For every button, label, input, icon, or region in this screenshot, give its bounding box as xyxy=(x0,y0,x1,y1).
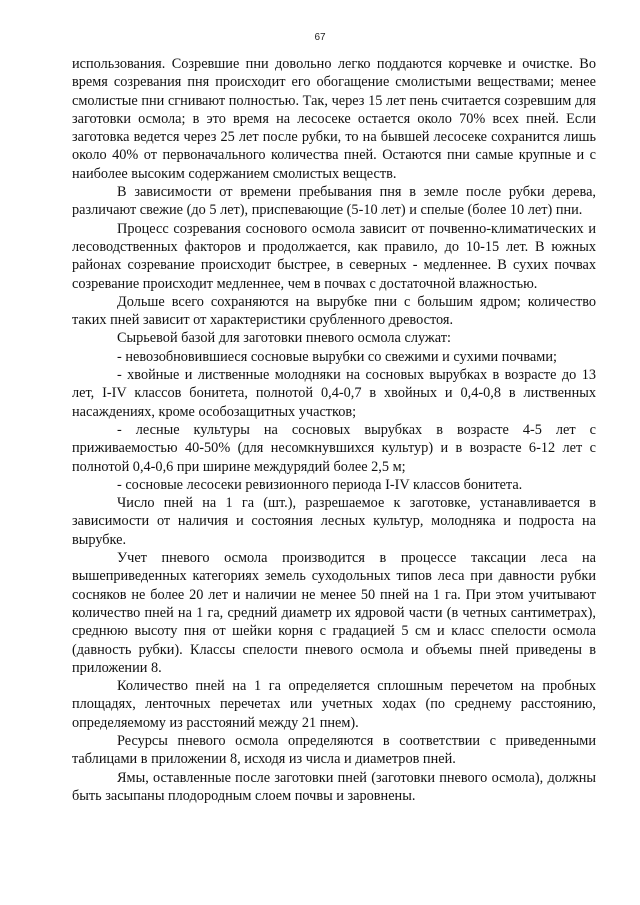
paragraph-1: использования. Созревшие пни довольно легко поддаются корчевке и очистке. Во время созревания пня происходит его обогащение смолистыми веществами; менее смолистые пни сгнивают полностью. Так, через 15 лет пень считается созревшим для заготовки осмола; в это время на лесосеке остается около 70% всех пней. Если заготовка ведется через 25 лет после рубки, то на бывшей лесосеке сохранится лишь около 40% от первоначального количества пней. Остаются пни самые крупные и с наиболее высоким содержанием смолистых веществ. xyxy=(72,56,596,182)
list-item-1: - невозобновившиеся сосновые вырубки со свежими и сухими почвами; xyxy=(117,348,557,365)
paragraph-2: В зависимости от времени пребывания пня в земле после рубки дерева, различают свежие (до 5 лет), приспевающие (5-10 лет) и спелые (более 10 лет) пни. xyxy=(72,184,596,219)
paragraph-5: Сырьевой базой для заготовки пневого осмола служат: xyxy=(117,330,451,347)
paragraph-7: Учет пневого осмола производится в процессе таксации леса на вышеприведенных категориях земель суходольных типов леса при давности рубки сосняков не более 20 лет и наличии не менее 50 пней на 1 га. При этом учитывают количество пней на 1 га, средний диаметр их ядровой части (в четных сантиметрах), среднюю высоту пня от шейки корня с градацией 5 см и класс спелости осмола (давность рубки). Классы спелости пневого осмола и объемы пней приведены в приложении 8. xyxy=(72,550,596,676)
paragraph-4: Дольше всего сохраняются на вырубке пни с большим ядром; количество таких пней зависит от характеристики срубленного древостоя. xyxy=(72,293,596,329)
paragraph-3: Процесс созревания соснового осмола зависит от почвенно-климатических и лесоводственных факторов и продолжается, как правило, до 10-15 лет. В южных районах созревание происходит быстрее, в северных - медленнее. В сухих почвах созревание происходит медленнее, чем в почвах с достаточной влажностью. xyxy=(72,220,596,292)
paragraph-9: Ресурсы пневого осмола определяются в соответствии с приведенными таблицами в приложении 8, исходя из числа и диаметров пней. xyxy=(72,732,596,768)
body-text xyxy=(72,55,596,805)
list-item-2: - хвойные и лиственные молодняки на сосновых вырубках в возрасте до 13 лет, I-IV классов бонитета, полнотой 0,4-0,7 в хвойных и 0,4-0,8 в лиственных насаждениях, кроме особозащитных участков; xyxy=(72,367,596,420)
paragraph-6: Число пней на 1 га (шт.), разрешаемое к заготовке, устанавливается в зависимости от наличия и состояния лесных культур, молодняка и подроста на вырубке. xyxy=(72,495,596,548)
page-number: 67 xyxy=(314,32,326,43)
list-item-3: - лесные культуры на сосновых вырубках в возрасте 4-5 лет с приживаемостью 40-50% (для несомкнувшихся культур) и в возрасте 6-12 лет с полнотой 0,4-0,6 при ширине междурядий более 2,5 м; xyxy=(72,421,596,475)
paragraph-8: Количество пней на 1 га определяется сплошным перечетом на пробных площадях, ленточных перечетах или учетных ходах (по среднему расстоянию, определяемому из расстояний между 21 пнем). xyxy=(72,678,596,731)
paragraph-10: Ямы, оставленные после заготовки пней (заготовки пневого осмола), должны быть засыпаны плодородным слоем почвы и заровнены. xyxy=(72,769,596,804)
list-item-4: - сосновые лесосеки ревизионного периода I-IV классов бонитета. xyxy=(117,476,523,493)
